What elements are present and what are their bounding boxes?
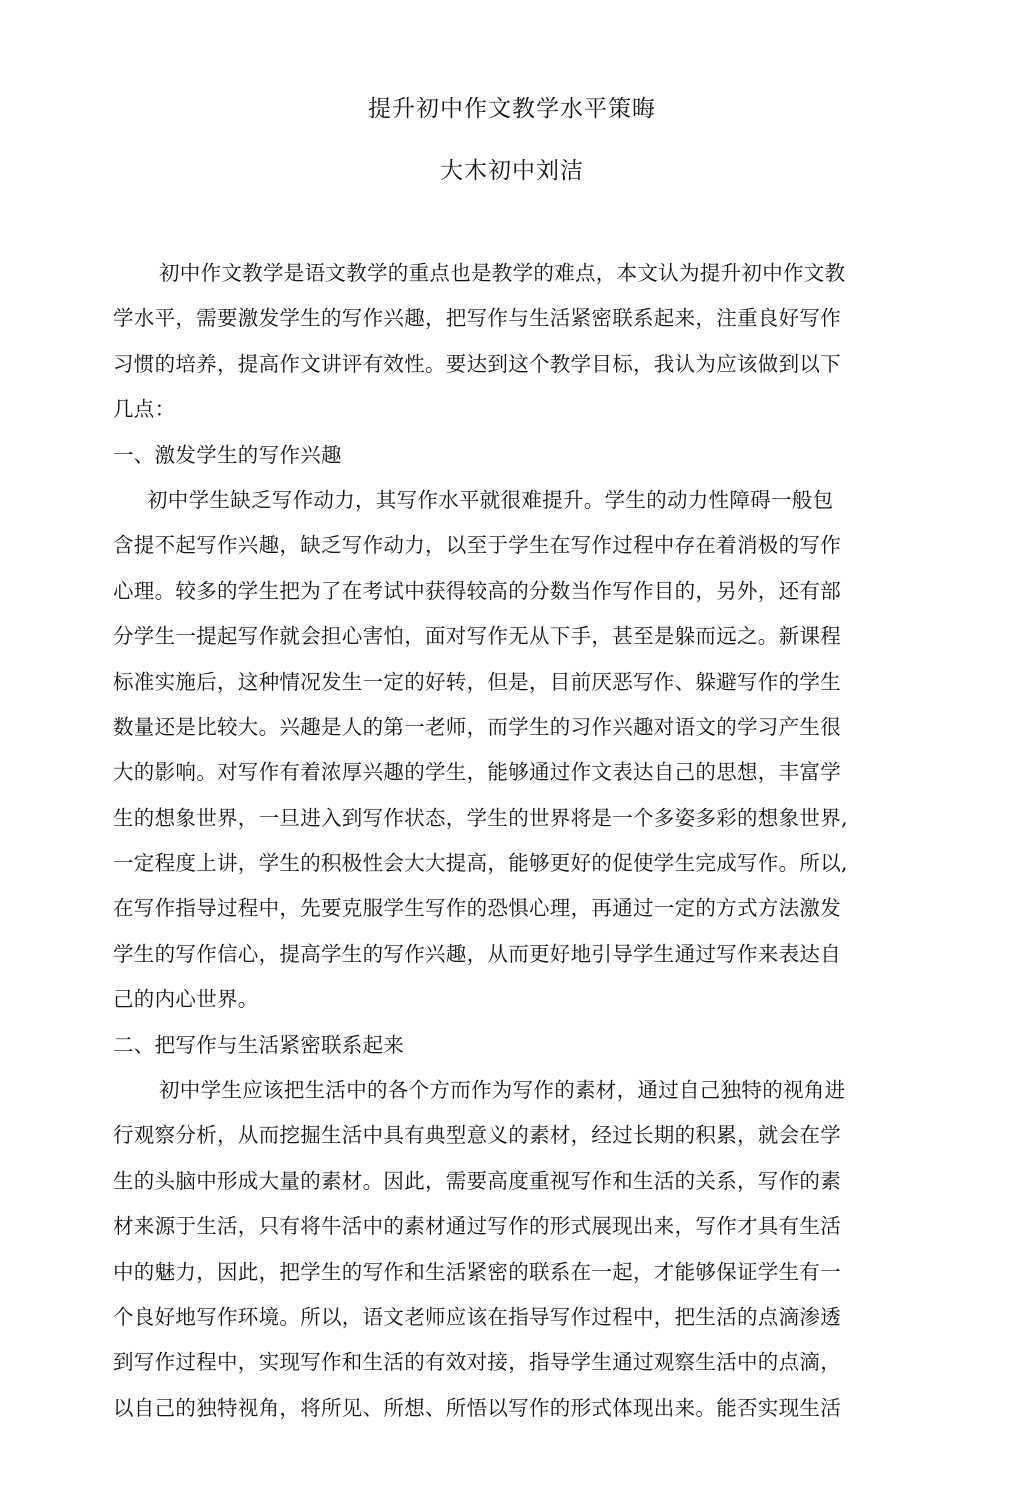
body-line: 数量还是比较大。兴趣是人的第一老师，而学生的习作兴趣对语文的学习产生很 bbox=[113, 714, 841, 739]
body-line: 生的想象世界，一旦进入到写作状态，学生的世界将是一个多姿多彩的想象世界, bbox=[113, 805, 848, 830]
body-line: 心理。较多的学生把为了在考试中获得较高的分数当作写作目的，另外，还有部 bbox=[113, 578, 841, 603]
body-line: 到写作过程中，实现写作和生活的有效对接，指导学生通过观察生活中的点滴， bbox=[113, 1350, 841, 1375]
document-author: 大木初中刘洁 bbox=[440, 158, 584, 184]
body-line: 生的头脑中形成大量的素材。因此，需要高度重视写作和生活的关系，写作的素 bbox=[113, 1168, 841, 1193]
section-heading: 一、激发学生的写作兴趣 bbox=[113, 442, 342, 467]
body-line: 行观察分析，从而挖掘生活中具有典型意义的素材，经过长期的积累，就会在学 bbox=[113, 1123, 841, 1148]
body-line: 初中作文教学是语文教学的重点也是教学的难点，本文认为提升初中作文教 bbox=[159, 261, 846, 285]
section-heading: 二、把写作与生活紧密联系起来 bbox=[113, 1032, 405, 1057]
body-line: 初中学生应该把生活中的各个方而作为写作的素材，通过自己独特的视角进 bbox=[159, 1078, 846, 1103]
body-line: 材来源于生活，只有将牛活中的素材通过写作的形式展现出来，写作才具有生活 bbox=[113, 1214, 841, 1239]
body-line: 在写作指导过程中，先要克服学生写作的恐惧心理，再通过一定的方式方法激发 bbox=[113, 896, 841, 921]
body-line: 习惯的培养，提高作文讲评有效性。要达到这个教学目标，我认为应该做到以下 bbox=[113, 351, 841, 376]
body-line: 大的影响。对写作有着浓厚兴趣的学生，能够通过作文表达自己的思想，丰富学 bbox=[113, 760, 841, 785]
body-line: 己的内心世界。 bbox=[113, 987, 259, 1012]
body-line: 个良好地写作环境。所以，语文老师应该在指导写作过程中，把生活的点滴渗透 bbox=[113, 1304, 841, 1329]
body-line: 学生的写作信心，提高学生的写作兴趣，从而更好地引导学生通过写作来表达自 bbox=[113, 941, 841, 966]
body-line: 几点： bbox=[113, 397, 176, 422]
body-line: 以自己的独特视角，将所见、所想、所悟以写作的形式体现出来。能否实现生活 bbox=[113, 1395, 841, 1420]
body-line: 一定程度上讲，学生的积极性会大大提高，能够更好的促使学生完成写作。所以, bbox=[113, 851, 848, 876]
body-line: 分学生一提起写作就会担心害怕，面对写作无从下手，甚至是躲而远之。新课程 bbox=[113, 624, 841, 649]
body-line: 学水平，需要激发学生的写作兴趣，把写作与生活紧密联系起来，注重良好写作 bbox=[113, 306, 841, 331]
document-body bbox=[113, 251, 888, 1431]
body-line: 标准实施后，这种情况发生一定的好转，但是，目前厌恶写作、躲避写作的学生 bbox=[113, 669, 841, 694]
body-line: 含提不起写作兴趣，缺乏写作动力，以至于学生在写作过程中存在着消极的写作 bbox=[113, 533, 841, 558]
body-line: 初中学生缺乏写作动力，其写作水平就很难提升。学生的动力性障碍一般包 bbox=[147, 487, 834, 512]
body-line: 中的魅力，因此，把学生的写作和生活紧密的联系在一起，才能够保证学生有一 bbox=[113, 1259, 841, 1284]
document-title: 提升初中作文教学水平策晦 bbox=[368, 96, 656, 122]
